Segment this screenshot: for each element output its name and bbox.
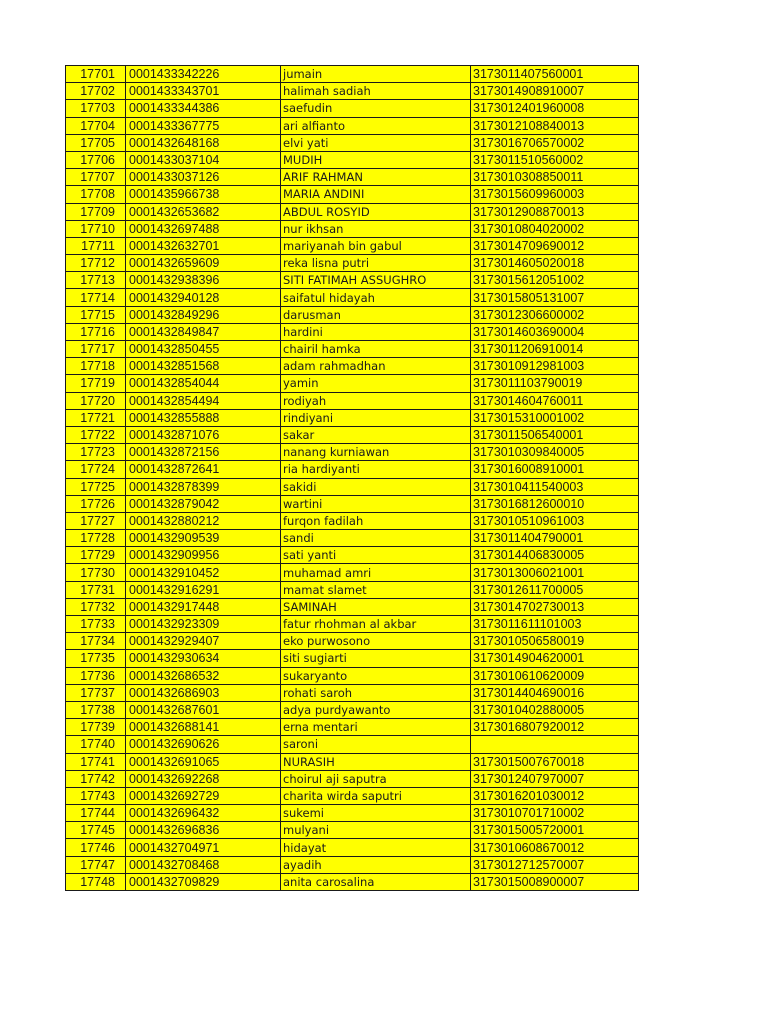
account-number-cell: 0001433037104 (126, 151, 281, 168)
row-number-cell: 17738 (66, 701, 126, 718)
nik-cell: 3173010411540003 (471, 478, 639, 495)
nik-cell: 3173014908910007 (471, 83, 639, 100)
account-number-cell: 0001432940128 (126, 289, 281, 306)
name-cell: sakidi (281, 478, 471, 495)
name-cell: SITI FATIMAH ASSUGHRO (281, 272, 471, 289)
row-number-cell: 17710 (66, 220, 126, 237)
nik-cell: 3173011103790019 (471, 375, 639, 392)
row-number-cell: 17737 (66, 684, 126, 701)
account-number-cell: 0001433342226 (126, 66, 281, 83)
nik-cell: 3173011506540001 (471, 426, 639, 443)
table-row (66, 873, 639, 890)
name-cell: adam rahmadhan (281, 358, 471, 375)
row-number-cell: 17741 (66, 753, 126, 770)
nik-cell: 3173015005720001 (471, 822, 639, 839)
row-number-cell: 17709 (66, 203, 126, 220)
nik-cell: 3173012908870013 (471, 203, 639, 220)
name-cell: saifatul hidayah (281, 289, 471, 306)
row-number-cell: 17715 (66, 306, 126, 323)
nik-cell: 3173010402880005 (471, 701, 639, 718)
nik-cell: 3173010701710002 (471, 805, 639, 822)
table-row (66, 856, 639, 873)
row-number-cell: 17718 (66, 358, 126, 375)
nik-cell: 3173013006021001 (471, 564, 639, 581)
row-number-cell: 17734 (66, 633, 126, 650)
name-cell: NURASIH (281, 753, 471, 770)
name-cell: siti sugiarti (281, 650, 471, 667)
nik-cell: 3173016807920012 (471, 719, 639, 736)
name-cell: ria hardiyanti (281, 461, 471, 478)
account-number-cell: 0001432648168 (126, 134, 281, 151)
name-cell: sukaryanto (281, 667, 471, 684)
nik-cell: 3173014605020018 (471, 255, 639, 272)
row-number-cell: 17740 (66, 736, 126, 753)
row-number-cell: 17716 (66, 323, 126, 340)
table-row (66, 237, 639, 254)
name-cell: elvi yati (281, 134, 471, 151)
row-number-cell: 17701 (66, 66, 126, 83)
name-cell: rindiyani (281, 409, 471, 426)
data-sheet (65, 65, 638, 891)
row-number-cell: 17728 (66, 530, 126, 547)
nik-cell: 3173012611700005 (471, 581, 639, 598)
row-number-cell: 17745 (66, 822, 126, 839)
account-number-cell: 0001432938396 (126, 272, 281, 289)
row-number-cell: 17744 (66, 805, 126, 822)
table-row (66, 323, 639, 340)
table-row (66, 787, 639, 804)
row-number-cell: 17713 (66, 272, 126, 289)
account-number-cell: 0001433367775 (126, 117, 281, 134)
table-row (66, 616, 639, 633)
name-cell: chairil hamka (281, 341, 471, 358)
nik-cell: 3173012407970007 (471, 770, 639, 787)
nik-cell: 3173014406830005 (471, 547, 639, 564)
table-row (66, 701, 639, 718)
account-number-cell: 0001432850455 (126, 341, 281, 358)
row-number-cell: 17705 (66, 134, 126, 151)
row-number-cell: 17720 (66, 392, 126, 409)
account-number-cell: 0001432871076 (126, 426, 281, 443)
row-number-cell: 17714 (66, 289, 126, 306)
row-number-cell: 17712 (66, 255, 126, 272)
account-number-cell: 0001432854494 (126, 392, 281, 409)
name-cell: ABDUL ROSYID (281, 203, 471, 220)
row-number-cell: 17723 (66, 444, 126, 461)
nik-cell: 3173010804020002 (471, 220, 639, 237)
nik-cell: 3173010912981003 (471, 358, 639, 375)
account-number-cell: 0001432692268 (126, 770, 281, 787)
name-cell: sati yanti (281, 547, 471, 564)
table-row (66, 409, 639, 426)
table-row (66, 770, 639, 787)
name-cell: darusman (281, 306, 471, 323)
table-row (66, 444, 639, 461)
name-cell: ayadih (281, 856, 471, 873)
name-cell: mamat slamet (281, 581, 471, 598)
account-number-cell: 0001432696836 (126, 822, 281, 839)
nik-cell: 3173011206910014 (471, 341, 639, 358)
row-number-cell: 17721 (66, 409, 126, 426)
name-cell: ARIF RAHMAN (281, 169, 471, 186)
name-cell: erna mentari (281, 719, 471, 736)
account-number-cell: 0001432687601 (126, 701, 281, 718)
row-number-cell: 17729 (66, 547, 126, 564)
data-table (65, 65, 639, 891)
name-cell: eko purwosono (281, 633, 471, 650)
nik-cell: 3173010506580019 (471, 633, 639, 650)
name-cell: sandi (281, 530, 471, 547)
row-number-cell: 17703 (66, 100, 126, 117)
name-cell: nanang kurniawan (281, 444, 471, 461)
table-row (66, 753, 639, 770)
table-row (66, 169, 639, 186)
name-cell: mulyani (281, 822, 471, 839)
nik-cell: 3173015609960003 (471, 186, 639, 203)
nik-cell: 3173014603690004 (471, 323, 639, 340)
table-row (66, 736, 639, 753)
nik-cell: 3173010309840005 (471, 444, 639, 461)
name-cell: halimah sadiah (281, 83, 471, 100)
nik-cell: 3173016008910001 (471, 461, 639, 478)
account-number-cell: 0001433343701 (126, 83, 281, 100)
table-row (66, 375, 639, 392)
table-body (66, 66, 639, 891)
row-number-cell: 17736 (66, 667, 126, 684)
name-cell: sukemi (281, 805, 471, 822)
nik-cell: 3173015310001002 (471, 409, 639, 426)
table-row (66, 272, 639, 289)
name-cell: SAMINAH (281, 598, 471, 615)
table-row (66, 822, 639, 839)
name-cell: choirul aji saputra (281, 770, 471, 787)
table-row (66, 667, 639, 684)
table-row (66, 220, 639, 237)
table-row (66, 478, 639, 495)
name-cell: wartini (281, 495, 471, 512)
account-number-cell: 0001432653682 (126, 203, 281, 220)
nik-cell: 3173012712570007 (471, 856, 639, 873)
name-cell: hidayat (281, 839, 471, 856)
name-cell: adya purdyawanto (281, 701, 471, 718)
row-number-cell: 17733 (66, 616, 126, 633)
account-number-cell: 0001432686903 (126, 684, 281, 701)
account-number-cell: 0001433344386 (126, 100, 281, 117)
row-number-cell: 17727 (66, 512, 126, 529)
name-cell: ari alfianto (281, 117, 471, 134)
account-number-cell: 0001433037126 (126, 169, 281, 186)
nik-cell: 3173012401960008 (471, 100, 639, 117)
name-cell: rodiyah (281, 392, 471, 409)
account-number-cell: 0001432849296 (126, 306, 281, 323)
nik-cell: 3173010308850011 (471, 169, 639, 186)
nik-cell: 3173011407560001 (471, 66, 639, 83)
name-cell: MUDIH (281, 151, 471, 168)
account-number-cell: 0001432916291 (126, 581, 281, 598)
account-number-cell: 0001432909539 (126, 530, 281, 547)
row-number-cell: 17732 (66, 598, 126, 615)
account-number-cell: 0001432855888 (126, 409, 281, 426)
table-row (66, 547, 639, 564)
nik-cell: 3173010510961003 (471, 512, 639, 529)
account-number-cell: 0001432708468 (126, 856, 281, 873)
account-number-cell: 0001432688141 (126, 719, 281, 736)
name-cell: charita wirda saputri (281, 787, 471, 804)
table-row (66, 66, 639, 83)
table-row (66, 117, 639, 134)
nik-cell (471, 736, 639, 753)
name-cell: muhamad amri (281, 564, 471, 581)
name-cell: hardini (281, 323, 471, 340)
row-number-cell: 17707 (66, 169, 126, 186)
nik-cell: 3173012306600002 (471, 306, 639, 323)
account-number-cell: 0001432690626 (126, 736, 281, 753)
account-number-cell: 0001432854044 (126, 375, 281, 392)
account-number-cell: 0001432704971 (126, 839, 281, 856)
account-number-cell: 0001432691065 (126, 753, 281, 770)
account-number-cell: 0001432849847 (126, 323, 281, 340)
account-number-cell: 0001432632701 (126, 237, 281, 254)
name-cell: mariyanah bin gabul (281, 237, 471, 254)
nik-cell: 3173010608670012 (471, 839, 639, 856)
account-number-cell: 0001435966738 (126, 186, 281, 203)
nik-cell: 3173015008900007 (471, 873, 639, 890)
row-number-cell: 17724 (66, 461, 126, 478)
nik-cell: 3173016201030012 (471, 787, 639, 804)
table-row (66, 134, 639, 151)
table-row (66, 598, 639, 615)
row-number-cell: 17746 (66, 839, 126, 856)
table-row (66, 341, 639, 358)
account-number-cell: 0001432872641 (126, 461, 281, 478)
table-row (66, 100, 639, 117)
account-number-cell: 0001432917448 (126, 598, 281, 615)
name-cell: sakar (281, 426, 471, 443)
row-number-cell: 17743 (66, 787, 126, 804)
nik-cell: 3173016812600010 (471, 495, 639, 512)
nik-cell: 3173015612051002 (471, 272, 639, 289)
name-cell: rohati saroh (281, 684, 471, 701)
row-number-cell: 17748 (66, 873, 126, 890)
table-row (66, 839, 639, 856)
row-number-cell: 17702 (66, 83, 126, 100)
table-row (66, 530, 639, 547)
row-number-cell: 17742 (66, 770, 126, 787)
table-row (66, 512, 639, 529)
table-row (66, 151, 639, 168)
table-row (66, 581, 639, 598)
table-row (66, 255, 639, 272)
row-number-cell: 17735 (66, 650, 126, 667)
account-number-cell: 0001432697488 (126, 220, 281, 237)
row-number-cell: 17708 (66, 186, 126, 203)
nik-cell: 3173015007670018 (471, 753, 639, 770)
row-number-cell: 17706 (66, 151, 126, 168)
account-number-cell: 0001432692729 (126, 787, 281, 804)
account-number-cell: 0001432923309 (126, 616, 281, 633)
account-number-cell: 0001432872156 (126, 444, 281, 461)
nik-cell: 3173011404790001 (471, 530, 639, 547)
name-cell: saefudin (281, 100, 471, 117)
table-row (66, 358, 639, 375)
name-cell: jumain (281, 66, 471, 83)
row-number-cell: 17725 (66, 478, 126, 495)
row-number-cell: 17704 (66, 117, 126, 134)
nik-cell: 3173014702730013 (471, 598, 639, 615)
name-cell: MARIA ANDINI (281, 186, 471, 203)
row-number-cell: 17717 (66, 341, 126, 358)
table-row (66, 719, 639, 736)
table-row (66, 426, 639, 443)
nik-cell: 3173014404690016 (471, 684, 639, 701)
nik-cell: 3173010610620009 (471, 667, 639, 684)
nik-cell: 3173011611101003 (471, 616, 639, 633)
name-cell: yamin (281, 375, 471, 392)
nik-cell: 3173011510560002 (471, 151, 639, 168)
name-cell: nur ikhsan (281, 220, 471, 237)
account-number-cell: 0001432910452 (126, 564, 281, 581)
name-cell: anita carosalina (281, 873, 471, 890)
row-number-cell: 17747 (66, 856, 126, 873)
row-number-cell: 17739 (66, 719, 126, 736)
table-row (66, 495, 639, 512)
table-row (66, 461, 639, 478)
account-number-cell: 0001432880212 (126, 512, 281, 529)
account-number-cell: 0001432878399 (126, 478, 281, 495)
account-number-cell: 0001432686532 (126, 667, 281, 684)
table-row (66, 306, 639, 323)
nik-cell: 3173014709690012 (471, 237, 639, 254)
row-number-cell: 17722 (66, 426, 126, 443)
nik-cell: 3173014604760011 (471, 392, 639, 409)
name-cell: saroni (281, 736, 471, 753)
table-row (66, 83, 639, 100)
table-row (66, 650, 639, 667)
row-number-cell: 17731 (66, 581, 126, 598)
row-number-cell: 17726 (66, 495, 126, 512)
name-cell: fatur rhohman al akbar (281, 616, 471, 633)
account-number-cell: 0001432879042 (126, 495, 281, 512)
account-number-cell: 0001432709829 (126, 873, 281, 890)
table-row (66, 564, 639, 581)
name-cell: furqon fadilah (281, 512, 471, 529)
table-row (66, 186, 639, 203)
nik-cell: 3173014904620001 (471, 650, 639, 667)
table-row (66, 805, 639, 822)
account-number-cell: 0001432659609 (126, 255, 281, 272)
account-number-cell: 0001432909956 (126, 547, 281, 564)
name-cell: reka lisna putri (281, 255, 471, 272)
row-number-cell: 17730 (66, 564, 126, 581)
nik-cell: 3173012108840013 (471, 117, 639, 134)
account-number-cell: 0001432851568 (126, 358, 281, 375)
row-number-cell: 17711 (66, 237, 126, 254)
table-row (66, 289, 639, 306)
row-number-cell: 17719 (66, 375, 126, 392)
table-row (66, 203, 639, 220)
account-number-cell: 0001432929407 (126, 633, 281, 650)
table-row (66, 392, 639, 409)
table-row (66, 633, 639, 650)
nik-cell: 3173015805131007 (471, 289, 639, 306)
nik-cell: 3173016706570002 (471, 134, 639, 151)
account-number-cell: 0001432930634 (126, 650, 281, 667)
account-number-cell: 0001432696432 (126, 805, 281, 822)
table-row (66, 684, 639, 701)
